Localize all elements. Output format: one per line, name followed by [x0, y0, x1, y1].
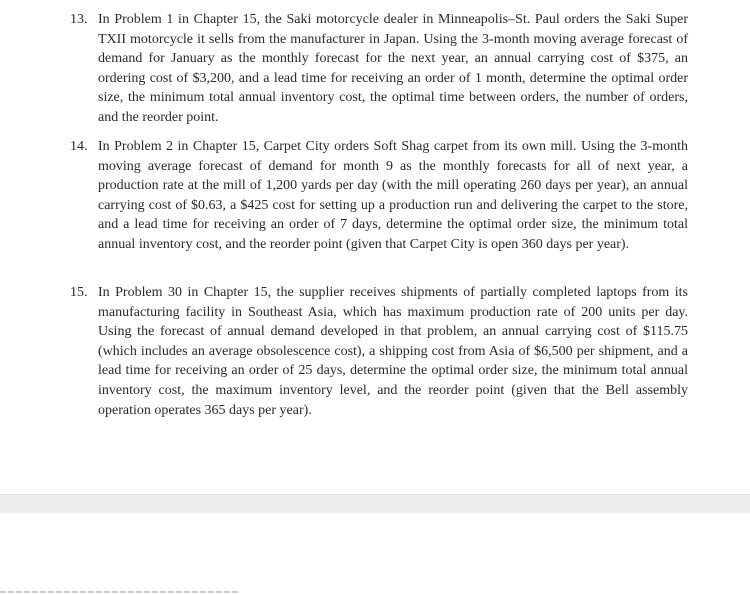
problem-text: In Problem 1 in Chapter 15, the Saki motorcycle dealer in Minneapolis–St. Paul orders the Saki Super TXII motorcycle it sells from the manufacturer in Japan. Using the 3-month moving average forecast of demand for January as the monthly forecast for the next year, an annual carrying cost of $375, an ordering cost of $3,200, and a lead time for receiving an order of 1 month, determine the optimal order size, the minimum total annual inventory cost, the optimal time between orders, the number of orders, and the reorder point. — [98, 12, 688, 125]
problem-number: 14. — [70, 139, 88, 154]
page-divider — [0, 494, 750, 514]
problem-number: 13. — [70, 12, 88, 27]
problem-15 — [70, 283, 688, 420]
problem-14 — [70, 137, 688, 255]
cutoff-text-line — [0, 589, 240, 594]
problem-number: 15. — [70, 285, 88, 300]
problem-text: In Problem 30 in Chapter 15, the supplier receives shipments of partially completed laptops from its manufacturing facility in Southeast Asia, which has maximum production rate of 200 units per day. Using the forecast of annual demand developed in that problem, an annual carrying cost of $115.75 (which includes an average obsolescence cost), a shipping cost from Asia of $6,500 per shipment, and a lead time for receiving an order of 25 days, determine the optimal order size, the minimum total annual inventory cost, the maximum inventory level, and the reorder point (given that the Bell assembly operation operates 365 days per year). — [98, 285, 688, 418]
problem-text: In Problem 2 in Chapter 15, Carpet City orders Soft Shag carpet from its own mill. Using the 3-month moving average forecast of demand for month 9 as the monthly forecasts for all of next year, a production rate at the mill of 1,200 yards per day (with the mill operating 260 days per year), an annual carrying cost of $0.63, a $425 cost for setting up a production run and delivering the carpet to the store, and a lead time for receiving an order of 7 days, determine the optimal order size, the minimum total annual inventory cost, and the reorder point (given that Carpet City is open 360 days per year). — [98, 139, 688, 252]
problem-13 — [70, 10, 688, 128]
next-page-card — [0, 513, 750, 594]
